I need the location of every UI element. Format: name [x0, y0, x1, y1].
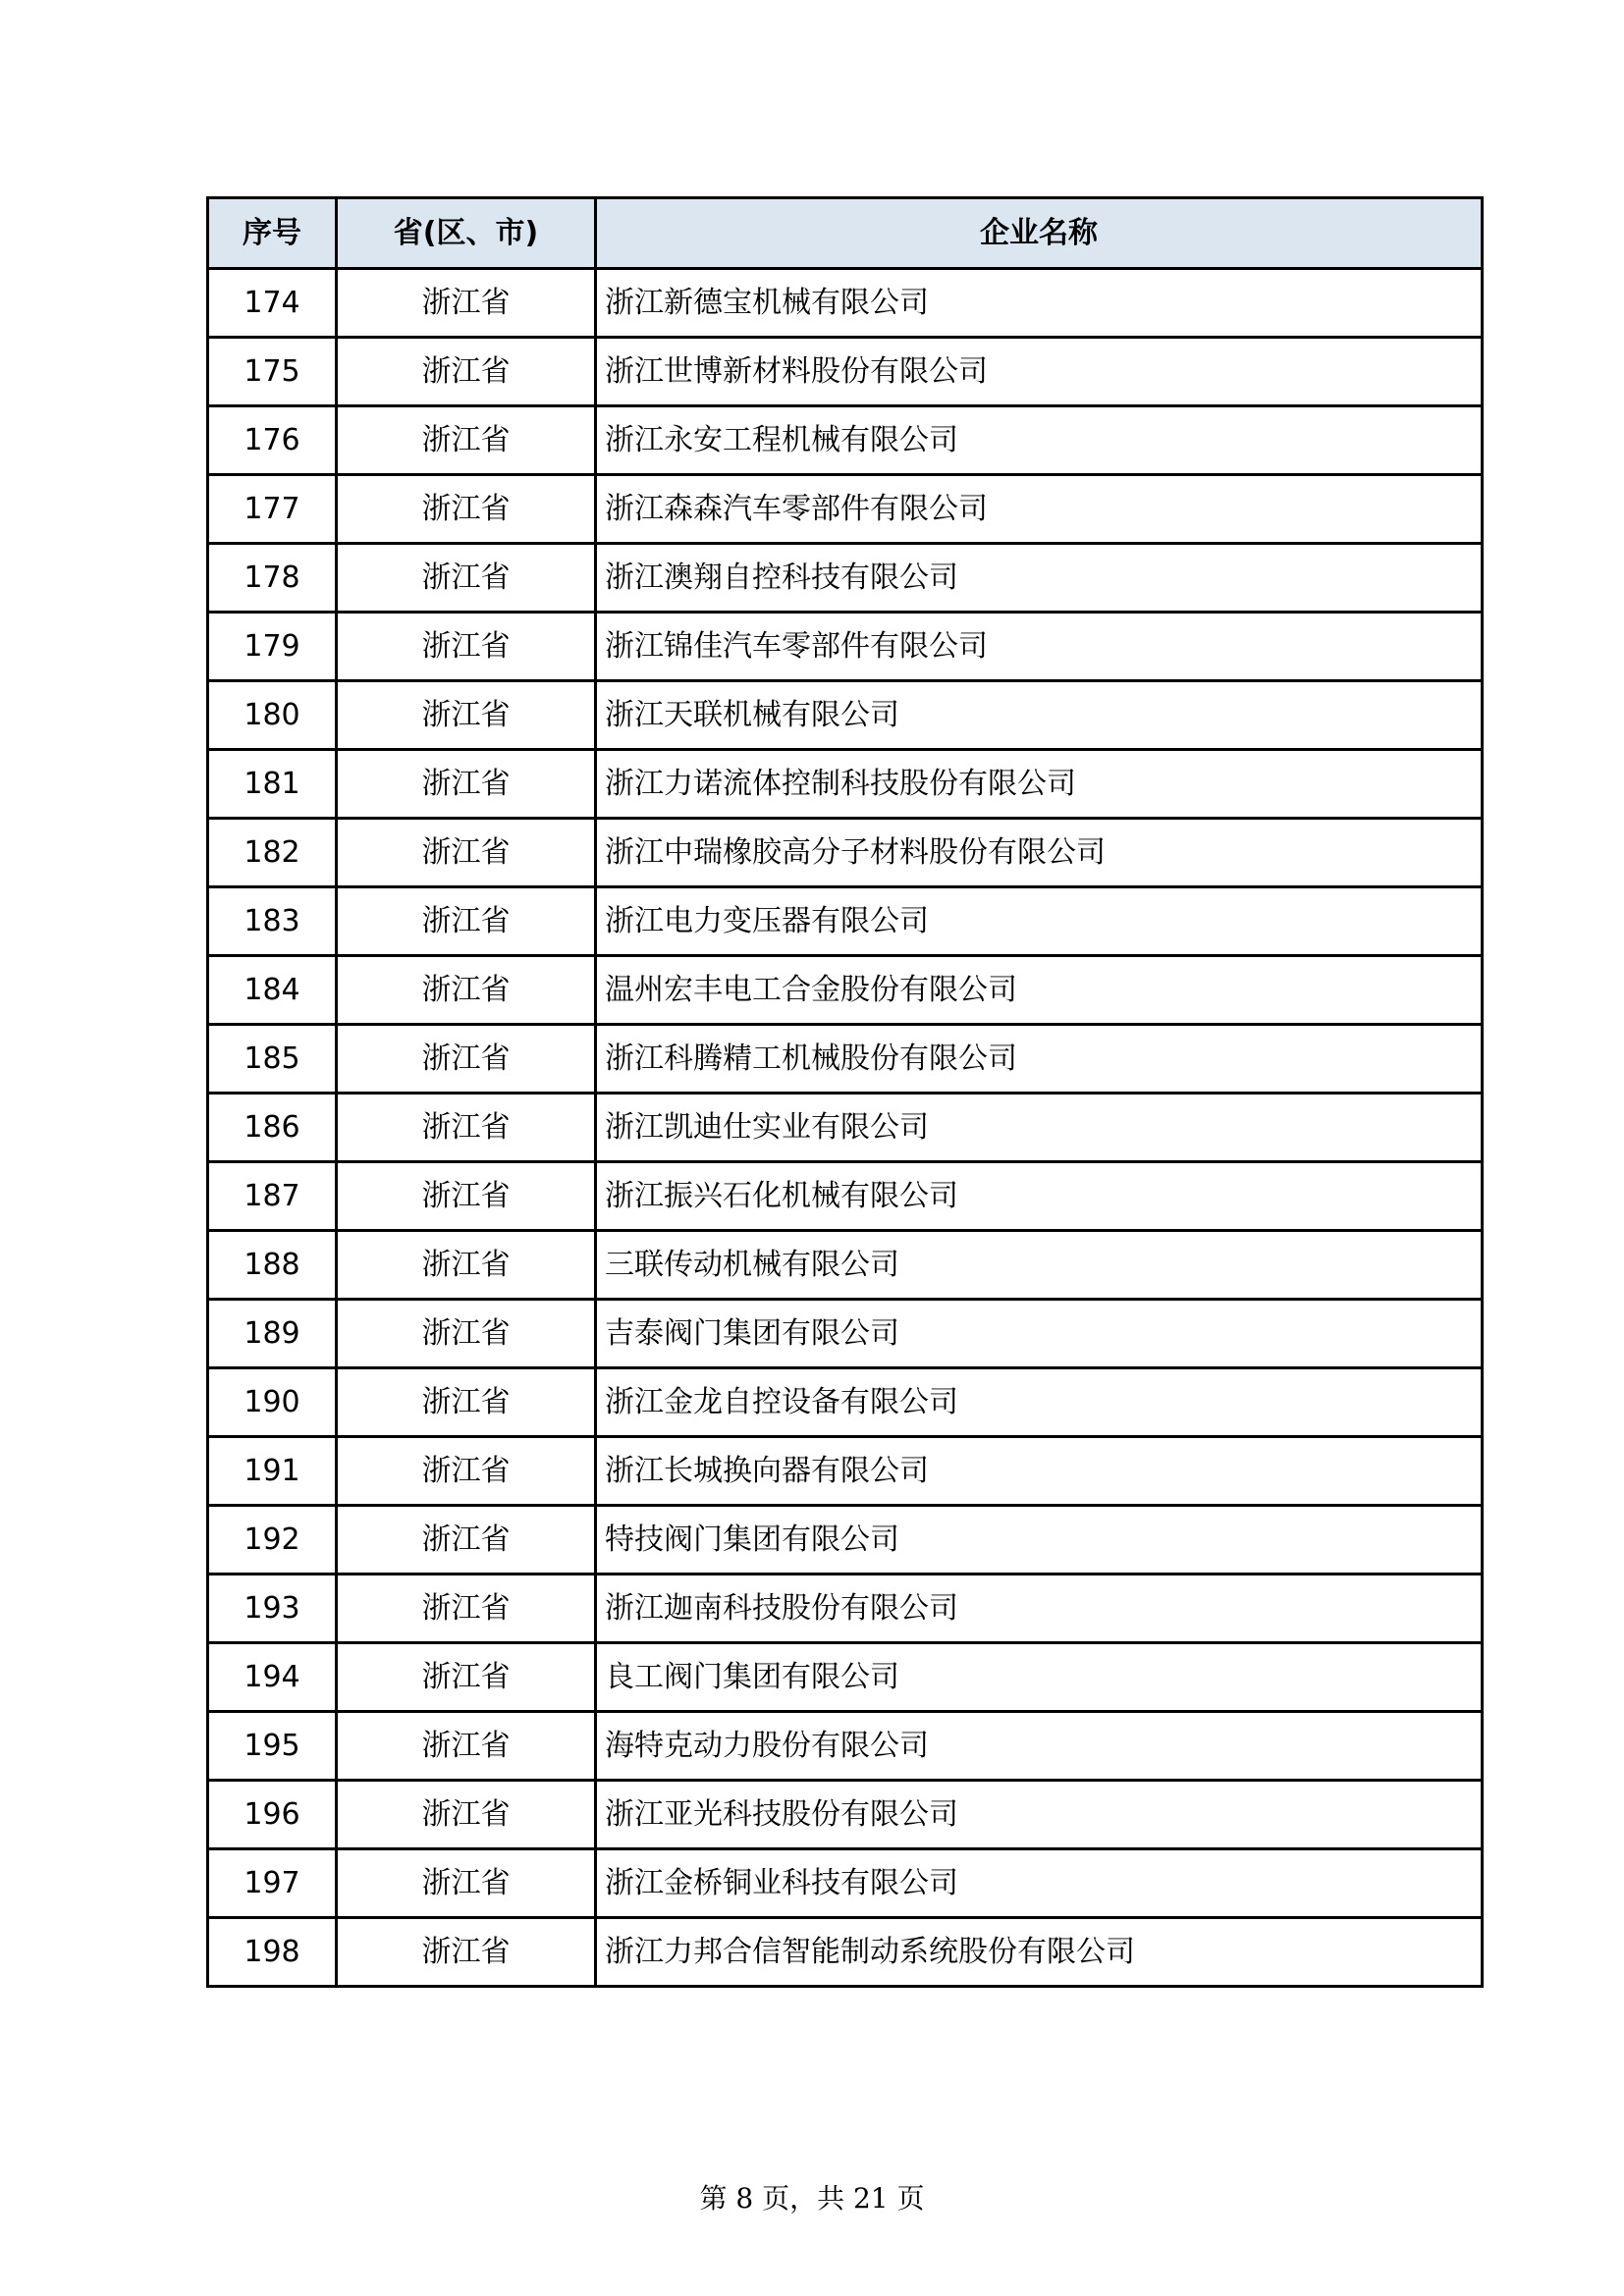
row-province: 浙江省: [337, 338, 596, 406]
row-number: 186: [208, 1094, 337, 1162]
row-company: 浙江金龙自控设备有限公司: [596, 1368, 1483, 1437]
table-row: [208, 1025, 1483, 1094]
row-company: 浙江金桥铜业科技有限公司: [596, 1849, 1483, 1918]
row-province: 浙江省: [337, 1918, 596, 1987]
row-company: 浙江凯迪仕实业有限公司: [596, 1094, 1483, 1162]
table-row: [208, 1162, 1483, 1231]
table-row: [208, 956, 1483, 1025]
row-number: 183: [208, 887, 337, 956]
row-number: 192: [208, 1506, 337, 1575]
row-company: 良工阀门集团有限公司: [596, 1643, 1483, 1712]
row-company: 浙江森森汽车零部件有限公司: [596, 475, 1483, 544]
table-header-row: [208, 198, 1483, 269]
row-province: 浙江省: [337, 475, 596, 544]
row-number: 188: [208, 1231, 337, 1300]
page-number-footer: 第 8 页，共 21 页: [699, 2182, 925, 2215]
table-row: [208, 681, 1483, 750]
row-company: 浙江长城换向器有限公司: [596, 1437, 1483, 1506]
row-number: 193: [208, 1575, 337, 1643]
row-company: 浙江新德宝机械有限公司: [596, 269, 1483, 338]
row-province: 浙江省: [337, 1094, 596, 1162]
row-province: 浙江省: [337, 681, 596, 750]
row-company: 浙江力诺流体控制科技股份有限公司: [596, 750, 1483, 819]
row-company: 浙江迦南科技股份有限公司: [596, 1575, 1483, 1643]
row-number: 189: [208, 1300, 337, 1368]
table-row: [208, 1918, 1483, 1987]
row-number: 184: [208, 956, 337, 1025]
table-row: [208, 819, 1483, 887]
row-company: 浙江天联机械有限公司: [596, 681, 1483, 750]
table-row: [208, 544, 1483, 613]
row-number: 176: [208, 406, 337, 475]
row-company: 浙江科腾精工机械股份有限公司: [596, 1025, 1483, 1094]
row-province: 浙江省: [337, 887, 596, 956]
row-province: 浙江省: [337, 1506, 596, 1575]
table-row: [208, 1781, 1483, 1849]
row-number: 191: [208, 1437, 337, 1506]
table-row: [208, 475, 1483, 544]
row-company: 浙江力邦合信智能制动系统股份有限公司: [596, 1918, 1483, 1987]
row-province: 浙江省: [337, 544, 596, 613]
table-row: [208, 887, 1483, 956]
row-province: 浙江省: [337, 1643, 596, 1712]
row-number: 175: [208, 338, 337, 406]
table-row: [208, 1300, 1483, 1368]
table-row: [208, 613, 1483, 681]
row-province: 浙江省: [337, 1231, 596, 1300]
row-number: 197: [208, 1849, 337, 1918]
row-number: 198: [208, 1918, 337, 1987]
row-company: 吉泰阀门集团有限公司: [596, 1300, 1483, 1368]
row-company: 温州宏丰电工合金股份有限公司: [596, 956, 1483, 1025]
row-province: 浙江省: [337, 1781, 596, 1849]
table-row: [208, 269, 1483, 338]
table-row: [208, 406, 1483, 475]
table-row: [208, 1849, 1483, 1918]
row-province: 浙江省: [337, 1300, 596, 1368]
row-number: 195: [208, 1712, 337, 1781]
row-province: 浙江省: [337, 956, 596, 1025]
header-serial-number: 序号: [208, 198, 337, 269]
row-province: 浙江省: [337, 1712, 596, 1781]
row-number: 174: [208, 269, 337, 338]
enterprise-table: [206, 196, 1484, 1988]
row-number: 194: [208, 1643, 337, 1712]
row-company: 浙江世博新材料股份有限公司: [596, 338, 1483, 406]
row-province: 浙江省: [337, 1025, 596, 1094]
table-row: [208, 1094, 1483, 1162]
row-number: 180: [208, 681, 337, 750]
row-company: 浙江中瑞橡胶高分子材料股份有限公司: [596, 819, 1483, 887]
table-row: [208, 1231, 1483, 1300]
row-company: 浙江电力变压器有限公司: [596, 887, 1483, 956]
row-company: 浙江澳翔自控科技有限公司: [596, 544, 1483, 613]
header-province: 省(区、市): [337, 198, 596, 269]
table-row: [208, 1712, 1483, 1781]
row-number: 185: [208, 1025, 337, 1094]
row-number: 187: [208, 1162, 337, 1231]
row-company: 特技阀门集团有限公司: [596, 1506, 1483, 1575]
row-number: 181: [208, 750, 337, 819]
row-province: 浙江省: [337, 750, 596, 819]
table-row: [208, 750, 1483, 819]
row-province: 浙江省: [337, 819, 596, 887]
table-row: [208, 1368, 1483, 1437]
row-number: 178: [208, 544, 337, 613]
table-body: [208, 269, 1483, 1987]
row-province: 浙江省: [337, 1575, 596, 1643]
row-company: 浙江亚光科技股份有限公司: [596, 1781, 1483, 1849]
row-province: 浙江省: [337, 1368, 596, 1437]
row-company: 三联传动机械有限公司: [596, 1231, 1483, 1300]
row-province: 浙江省: [337, 1849, 596, 1918]
table-row: [208, 1437, 1483, 1506]
row-company: 浙江锦佳汽车零部件有限公司: [596, 613, 1483, 681]
row-province: 浙江省: [337, 613, 596, 681]
row-company: 浙江振兴石化机械有限公司: [596, 1162, 1483, 1231]
row-company: 浙江永安工程机械有限公司: [596, 406, 1483, 475]
row-province: 浙江省: [337, 1437, 596, 1506]
row-province: 浙江省: [337, 1162, 596, 1231]
table-row: [208, 1506, 1483, 1575]
row-number: 196: [208, 1781, 337, 1849]
row-province: 浙江省: [337, 406, 596, 475]
table-row: [208, 1643, 1483, 1712]
row-number: 179: [208, 613, 337, 681]
row-number: 177: [208, 475, 337, 544]
table-row: [208, 1575, 1483, 1643]
header-company-name: 企业名称: [596, 198, 1483, 269]
row-number: 182: [208, 819, 337, 887]
row-province: 浙江省: [337, 269, 596, 338]
row-number: 190: [208, 1368, 337, 1437]
table-row: [208, 338, 1483, 406]
row-company: 海特克动力股份有限公司: [596, 1712, 1483, 1781]
